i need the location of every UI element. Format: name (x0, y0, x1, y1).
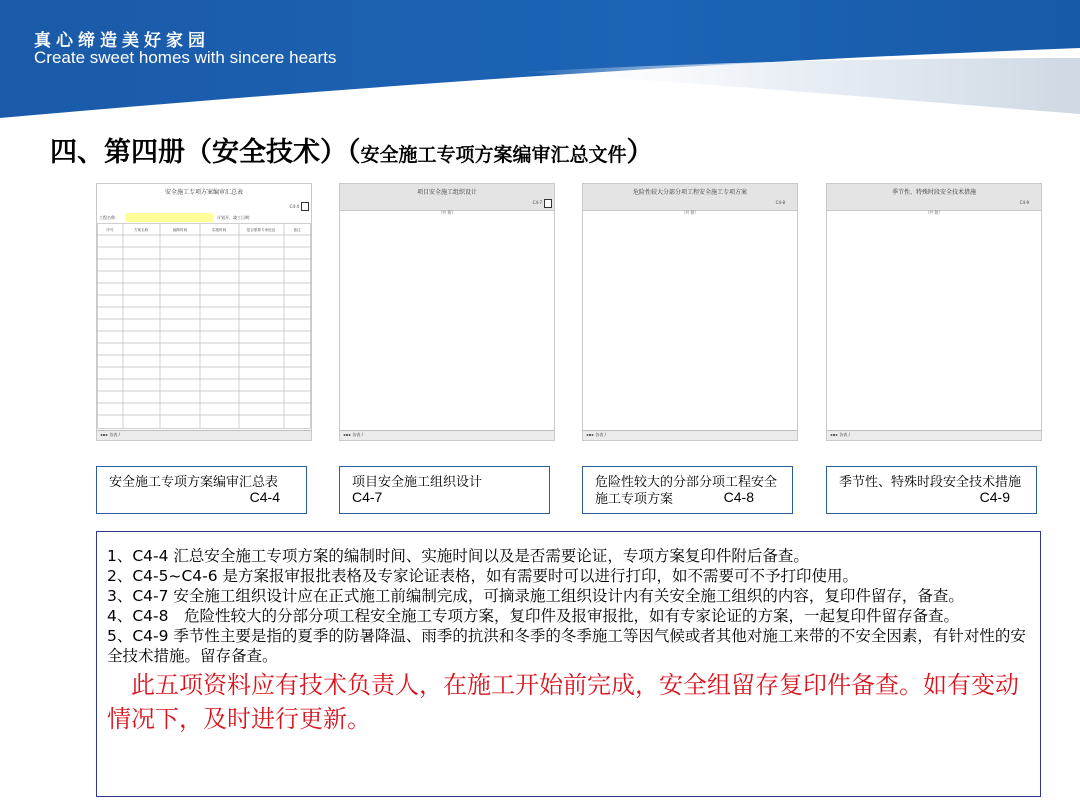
thumb-attachment-note: （共 附） (681, 210, 699, 215)
page-title-main: 四、第四册（安全技术）（ (50, 137, 361, 168)
thumb-title: 项目安全施工组织设计 (416, 189, 477, 196)
thumb-col-remarks: 备注 (293, 228, 301, 232)
page-title-close: ） (626, 137, 654, 168)
thumb-attachment-note: （共 附） (925, 210, 943, 215)
caption-c4-4 (96, 466, 307, 514)
caption-c4-7 (339, 466, 550, 514)
slogan-chinese: 真心缔造美好家园 (34, 31, 210, 51)
form-thumbnail-c4-4 (96, 183, 312, 441)
slogan-english: Create sweet homes with sincere hearts (34, 48, 337, 67)
thumb-table-grid (97, 223, 311, 430)
caption-code: C4-4 (249, 489, 280, 505)
caption-label: 安全施工专项方案编审汇总表 (109, 475, 279, 490)
note-item-2: 2、C4-5~C4-6 是方案报审报批表格及专家论证表格，如有需要时可以进行打印，如不需要可不予打印使用。 (107, 567, 859, 585)
thumb-header (827, 184, 1041, 211)
caption-code: C4-8 (723, 489, 754, 505)
caption-code: C4-9 (979, 489, 1010, 505)
thumb-checkbox (301, 202, 309, 211)
note-item-5: 5、C4-9 季节性主要是指的夏季的防暑降温、雨季的抗洪和冬季的冬季施工等因气候或者其他对施工来带的不安全因素，有针对性的安全技术措施。留存备查。 (107, 627, 1026, 665)
thumb-header (583, 184, 797, 211)
thumb-sheet-tabs (583, 430, 797, 440)
thumb-field-dates: 计划开、竣工日期： (217, 215, 253, 220)
page-title-sub: 安全施工专项方案编审汇总文件 (360, 144, 627, 166)
thumb-col-index: 序号 (106, 228, 114, 232)
thumb-code: C4-4 (289, 204, 299, 209)
thumb-title: 季节性、特殊时段安全技术措施 (891, 189, 976, 196)
thumb-code: C4-7 (532, 200, 542, 205)
caption-label: 项目安全施工组织设计 (352, 475, 483, 490)
caption-c4-9 (826, 466, 1037, 514)
form-thumbnail-c4-8 (582, 183, 798, 441)
note-item-4: 4、C4-8 危险性较大的分部分项工程安全施工专项方案，复印件及报审报批，如有专家论证的方案，一起复印件留存备查。 (107, 607, 960, 625)
note-emphasis: 此五项资料应有技术负责人，在施工开始前完成，安全组留存复印件备查。如有变动情况下，及时进行更新。 (107, 671, 1019, 733)
thumb-title: 危险性较大分部分项工程安全施工专项方案 (632, 189, 747, 196)
thumb-sheet-tabs (97, 430, 311, 440)
thumb-sheet-tabs (827, 430, 1041, 440)
form-thumbnail-c4-9 (826, 183, 1042, 441)
thumb-attachment-note: （共 附） (438, 210, 456, 215)
header-banner (0, 0, 1080, 130)
thumb-sheet-tab: ◂◂▸▸ 各表 / (100, 432, 120, 437)
caption-code: C4-7 (352, 489, 383, 505)
thumb-header (97, 184, 311, 196)
thumb-sheet-tab: ◂◂▸▸ 各表 / (586, 432, 606, 437)
thumb-sheet-tab: ◂◂▸▸ 各表 / (830, 432, 850, 437)
note-item-1: 1、C4-4 汇总安全施工专项方案的编制时间、实施时间以及是否需要论证，专项方案复印件附后备查。 (107, 547, 809, 565)
caption-label: 危险性较大的分部分项工程安全施工专项方案 (595, 475, 778, 507)
page-title (50, 130, 654, 169)
thumb-code: C4-9 (1019, 200, 1029, 205)
thumb-col-expert-review: 是否需要专家论证 (246, 228, 276, 232)
caption-c4-8 (582, 466, 793, 514)
thumb-highlight-field (125, 213, 213, 222)
notes-box (96, 531, 1041, 797)
form-thumbnail-c4-7 (339, 183, 555, 441)
caption-label: 季节性、特殊时段安全技术措施 (839, 475, 1022, 490)
thumb-sheet-tab: ◂◂▸▸ 各表 / (343, 432, 363, 437)
thumb-checkbox (544, 199, 552, 208)
thumb-title: 安全施工专项方案编审汇总表 (164, 189, 243, 196)
thumb-col-prepared: 编制时间 (172, 228, 188, 232)
thumb-sheet-tabs (340, 430, 554, 440)
thumb-col-implemented: 实施时间 (211, 228, 227, 232)
note-item-3: 3、C4-7 安全施工组织设计应在正式施工前编制完成，可摘录施工组织设计内有关安全施工组织的内容，复印件留存，备查。 (107, 587, 964, 605)
thumb-header (340, 184, 554, 211)
thumb-col-name: 方案名称 (133, 228, 149, 232)
thumb-field-project: 工程名称： (99, 215, 119, 220)
thumb-code: C4-8 (775, 200, 785, 205)
